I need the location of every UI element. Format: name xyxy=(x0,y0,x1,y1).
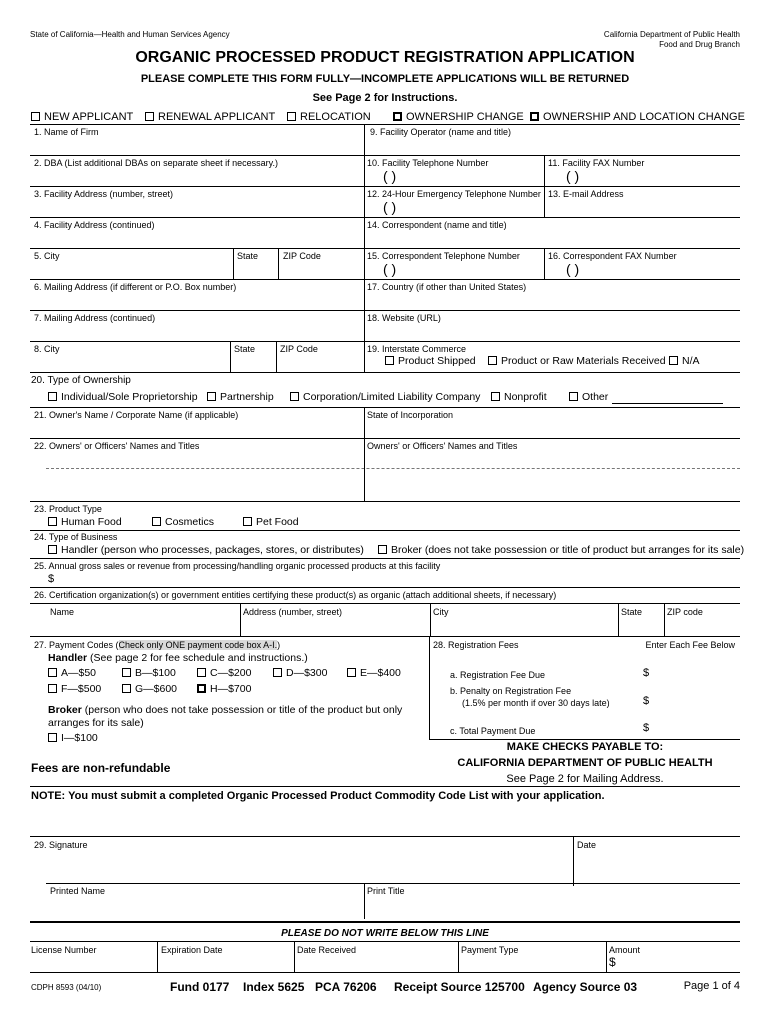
code-c-option[interactable] xyxy=(197,667,251,679)
checkbox-icon xyxy=(530,112,539,121)
checks-payee: CALIFORNIA DEPARTMENT OF PUBLIC HEALTH xyxy=(457,757,713,769)
option-label: D—$300 xyxy=(286,667,328,679)
emergency-phone-label: 12. 24-Hour Emergency Telephone Number xyxy=(367,189,541,199)
handler-note: (See page 2 for fee schedule and instructions.) xyxy=(87,652,308,664)
date-received-label: Date Received xyxy=(297,945,357,955)
officers-label: 22. Owners' or Officers' Names and Titles xyxy=(34,441,200,451)
checkbox-icon xyxy=(48,668,57,677)
checkbox-icon xyxy=(48,545,57,554)
certification-label: 26. Certification organization(s) or government entities certifying these product(s) as organic (attach additional sheets, if necessary) xyxy=(34,590,557,600)
partnership-option[interactable] xyxy=(207,391,274,403)
branch-name: Food and Drug Branch xyxy=(659,40,740,49)
checkbox-icon xyxy=(273,668,282,677)
cert-address-label: Address (number, street) xyxy=(243,607,343,617)
penalty-dollar[interactable]: $ xyxy=(643,695,650,707)
total-due-label: c. Total Payment Due xyxy=(450,726,536,736)
cosmetics-option[interactable] xyxy=(152,516,214,528)
divider xyxy=(278,248,279,279)
officers-label-right: Owners' or Officers' Names and Titles xyxy=(367,441,518,451)
index-code: Index 5625 xyxy=(243,980,305,994)
divider xyxy=(606,941,607,972)
fee-due-label: a. Registration Fee Due xyxy=(450,670,546,680)
printed-name-label: Printed Name xyxy=(50,886,106,896)
divider xyxy=(30,786,740,787)
mailing-city-label: 8. City xyxy=(34,344,60,354)
code-i-option[interactable] xyxy=(48,732,98,744)
relocation-option[interactable] xyxy=(287,111,371,123)
option-label: Other xyxy=(582,391,609,403)
divider xyxy=(30,310,740,311)
facility-address-label: 3. Facility Address (number, street) xyxy=(34,189,174,199)
code-h-option[interactable] xyxy=(197,683,251,695)
payment-codes-instruction: Check only ONE payment code box A-I. xyxy=(118,640,278,650)
payment-codes-prefix: 27. Payment Codes ( xyxy=(34,640,119,650)
divider xyxy=(364,407,365,501)
expiration-date-label: Expiration Date xyxy=(161,945,223,955)
website-label: 18. Website (URL) xyxy=(367,313,441,323)
form-title: ORGANIC PROCESSED PRODUCT REGISTRATION APPLICATION xyxy=(135,49,635,66)
divider xyxy=(458,941,459,972)
penalty-label: b. Penalty on Registration Fee xyxy=(450,686,572,696)
code-b-option[interactable] xyxy=(122,667,176,679)
broker-title: Broker xyxy=(48,704,82,716)
firm-name-label: 1. Name of Firm xyxy=(34,127,99,137)
divider xyxy=(30,341,740,342)
option-label: Cosmetics xyxy=(165,516,215,528)
option-label: Corporation/Limited Liability Company xyxy=(303,391,481,403)
facility-phone-areacode[interactable]: ( ) xyxy=(383,168,397,184)
option-label: Pet Food xyxy=(256,516,299,528)
divider xyxy=(364,883,365,919)
facility-phone-label: 10. Facility Telephone Number xyxy=(367,158,489,168)
form-subtitle: PLEASE COMPLETE THIS FORM FULLY—INCOMPLETE APPLICATIONS WILL BE RETURNED xyxy=(140,73,630,85)
fund-code: Fund 0177 xyxy=(170,980,230,994)
payment-codes-label xyxy=(34,640,280,650)
correspondent-fax-areacode[interactable]: ( ) xyxy=(566,261,580,277)
option-label: Handler (person who processes, packages, stores, or distributes) xyxy=(61,544,364,556)
divider xyxy=(30,603,740,604)
code-g-option[interactable] xyxy=(122,683,177,695)
checkbox-icon xyxy=(48,733,57,742)
agency-name: State of California—Health and Human Services Agency xyxy=(30,30,230,39)
divider xyxy=(240,603,241,636)
correspondent-phone-label: 15. Correspondent Telephone Number xyxy=(367,251,520,261)
handler-option[interactable] xyxy=(48,544,364,556)
pet-food-option[interactable] xyxy=(243,516,299,528)
checkbox-icon xyxy=(207,392,216,401)
dba-label: 2. DBA (List additional DBAs on separate sheet if necessary.) xyxy=(34,158,278,168)
option-label: I—$100 xyxy=(61,732,98,744)
divider xyxy=(30,186,740,187)
checkbox-icon xyxy=(48,392,57,401)
checkbox-icon xyxy=(48,517,57,526)
divider xyxy=(30,501,740,502)
option-label: B—$100 xyxy=(135,667,176,679)
state-label: State xyxy=(237,251,259,261)
raw-materials-option[interactable] xyxy=(488,355,666,367)
checkbox-icon xyxy=(48,684,57,693)
checkbox-icon xyxy=(347,668,356,677)
option-label: E—$400 xyxy=(360,667,401,679)
option-label: H—$700 xyxy=(210,683,252,695)
option-label: C—$200 xyxy=(210,667,252,679)
divider xyxy=(30,372,740,373)
gross-sales-dollar[interactable]: $ xyxy=(48,573,55,585)
payment-type-label: Payment Type xyxy=(461,945,519,955)
cert-state-label: State xyxy=(621,607,643,617)
checkbox-icon xyxy=(290,392,299,401)
checks-payable-heading: MAKE CHECKS PAYABLE TO: xyxy=(506,741,664,753)
license-number-label: License Number xyxy=(31,945,97,955)
zip-label: ZIP Code xyxy=(283,251,321,261)
checkbox-icon xyxy=(122,684,131,693)
form-id: CDPH 8593 (04/10) xyxy=(31,983,102,992)
commodity-note: NOTE: You must submit a completed Organic Processed Product Commodity Code List with your application. xyxy=(31,790,605,802)
divider xyxy=(233,248,234,279)
divider xyxy=(30,636,740,637)
facility-fax-areacode[interactable]: ( ) xyxy=(566,168,580,184)
enter-fee-note: Enter Each Fee Below xyxy=(645,640,735,650)
broker-note-cont: arranges for its sale) xyxy=(48,717,144,729)
facility-fax-label: 11. Facility FAX Number xyxy=(548,158,645,168)
correspondent-phone-areacode[interactable]: ( ) xyxy=(383,261,397,277)
divider xyxy=(30,587,740,588)
divider xyxy=(30,921,740,923)
product-type-label: 23. Product Type xyxy=(34,504,102,514)
divider xyxy=(364,124,365,372)
divider xyxy=(30,438,740,439)
signature-date-label: Date xyxy=(577,840,597,850)
correspondent-label: 14. Correspondent (name and title) xyxy=(367,220,507,230)
option-label: Broker (does not take possession or title of product but arranges for its sale) xyxy=(391,544,745,556)
nonprofit-option[interactable] xyxy=(491,391,547,403)
divider xyxy=(664,603,665,636)
penalty-rate-label: (1.5% per month if over 30 days late) xyxy=(462,698,610,708)
divider xyxy=(30,941,740,942)
option-label: RENEWAL APPLICANT xyxy=(158,111,276,123)
mailing-state-label: State xyxy=(234,344,256,354)
incorporation-state-label: State of Incorporation xyxy=(367,410,454,420)
checkbox-icon xyxy=(197,684,206,693)
divider xyxy=(429,636,430,739)
divider xyxy=(544,248,545,279)
checkbox-icon xyxy=(197,668,206,677)
divider xyxy=(157,941,158,972)
facility-operator-label: 9. Facility Operator (name and title) xyxy=(370,127,512,137)
total-due-dollar[interactable]: $ xyxy=(643,722,650,734)
ownership-location-change-option[interactable] xyxy=(530,111,745,123)
checkbox-icon xyxy=(488,356,497,365)
option-label: Product or Raw Materials Received xyxy=(501,355,666,367)
option-label: NEW APPLICANT xyxy=(44,111,134,123)
checkbox-icon xyxy=(145,112,154,121)
other-option[interactable] xyxy=(569,391,608,403)
amount-label: Amount xyxy=(609,945,641,955)
divider xyxy=(46,468,740,469)
checkbox-icon xyxy=(491,392,500,401)
cert-zip-label: ZIP code xyxy=(667,607,703,617)
print-title-label: Print Title xyxy=(367,886,405,896)
owner-name-label: 21. Owner's Name / Corporate Name (if applicable) xyxy=(34,410,239,420)
checkbox-icon xyxy=(243,517,252,526)
checkbox-icon xyxy=(385,356,394,365)
checkbox-icon xyxy=(378,545,387,554)
mailing-address-cont-label: 7. Mailing Address (continued) xyxy=(34,313,156,323)
divider xyxy=(30,124,740,125)
emergency-phone-areacode[interactable]: ( ) xyxy=(383,199,397,215)
divider xyxy=(30,279,740,280)
email-label: 13. E-mail Address xyxy=(548,189,624,199)
option-label: Nonprofit xyxy=(504,391,547,403)
ownership-change-option[interactable] xyxy=(393,111,524,123)
option-label: A—$50 xyxy=(61,667,97,679)
instructions-note: See Page 2 for Instructions. xyxy=(312,92,458,104)
new-applicant-option[interactable] xyxy=(31,111,133,123)
divider xyxy=(276,341,277,372)
checkbox-icon xyxy=(569,392,578,401)
divider xyxy=(430,603,431,636)
checkbox-icon xyxy=(152,517,161,526)
corporation-llc-option[interactable] xyxy=(290,391,480,403)
option-label: Human Food xyxy=(61,516,122,528)
handler-fee-heading xyxy=(48,652,308,664)
page-number: Page 1 of 4 xyxy=(683,980,740,992)
divider xyxy=(230,341,231,372)
facility-address-cont-label: 4. Facility Address (continued) xyxy=(34,220,155,230)
divider xyxy=(30,155,740,156)
gross-sales-label: 25. Annual gross sales or revenue from processing/handling organic processed products at this facility xyxy=(34,561,441,571)
business-type-label: 24. Type of Business xyxy=(34,532,118,542)
sole-proprietorship-option[interactable] xyxy=(48,391,198,403)
human-food-option[interactable] xyxy=(48,516,122,528)
option-label: OWNERSHIP AND LOCATION CHANGE xyxy=(543,111,745,123)
divider xyxy=(429,739,740,740)
divider xyxy=(30,972,740,973)
divider xyxy=(573,836,574,886)
mailing-address-note: See Page 2 for Mailing Address. xyxy=(506,773,664,785)
option-label: N/A xyxy=(682,355,700,367)
checkbox-icon xyxy=(669,356,678,365)
code-e-option[interactable] xyxy=(347,667,401,679)
option-label: Product Shipped xyxy=(398,355,476,367)
divider xyxy=(46,883,740,884)
mailing-address-label: 6. Mailing Address (if different or P.O. Box number) xyxy=(34,282,237,292)
pca-code: PCA 76206 xyxy=(315,980,377,994)
divider xyxy=(30,248,740,249)
checkbox-icon xyxy=(287,112,296,121)
na-option[interactable] xyxy=(669,355,700,367)
country-label: 17. Country (if other than United States) xyxy=(367,282,527,292)
checkbox-icon xyxy=(31,112,40,121)
other-entry-line[interactable] xyxy=(612,403,723,404)
renewal-applicant-option[interactable] xyxy=(145,111,275,123)
mailing-zip-label: ZIP Code xyxy=(280,344,318,354)
non-refundable-note: Fees are non-refundable xyxy=(31,761,171,775)
option-label: RELOCATION xyxy=(300,111,371,123)
option-label: OWNERSHIP CHANGE xyxy=(406,111,524,123)
checkbox-icon xyxy=(122,668,131,677)
divider xyxy=(30,558,740,559)
receipt-source: Receipt Source 125700 xyxy=(394,980,525,994)
agency-source: Agency Source 03 xyxy=(533,980,638,994)
divider xyxy=(294,941,295,972)
amount-dollar: $ xyxy=(609,955,616,969)
divider xyxy=(30,217,740,218)
product-shipped-option[interactable] xyxy=(385,355,476,367)
broker-option[interactable] xyxy=(378,544,744,556)
option-label: Individual/Sole Proprietorship xyxy=(61,391,198,403)
cert-name-label: Name xyxy=(50,607,75,617)
ownership-type-label: 20. Type of Ownership xyxy=(31,375,131,386)
divider xyxy=(544,155,545,217)
registration-fees-label: 28. Registration Fees xyxy=(433,640,519,650)
cert-city-label: City xyxy=(433,607,449,617)
code-d-option[interactable] xyxy=(273,667,327,679)
divider xyxy=(618,603,619,636)
signature-label: 29. Signature xyxy=(34,840,88,850)
interstate-label: 19. Interstate Commerce xyxy=(367,344,467,354)
broker-fee-heading xyxy=(48,704,402,716)
broker-note: (person who does not take possession or title of the product but only xyxy=(81,704,403,716)
divider xyxy=(30,530,740,531)
option-label: G—$600 xyxy=(135,683,178,695)
department-name: California Department of Public Health xyxy=(603,30,740,39)
payment-codes-suffix: ) xyxy=(277,640,281,650)
code-a-option[interactable] xyxy=(48,667,96,679)
code-f-option[interactable] xyxy=(48,683,101,695)
do-not-write-banner: PLEASE DO NOT WRITE BELOW THIS LINE xyxy=(281,928,489,939)
correspondent-fax-label: 16. Correspondent FAX Number xyxy=(548,251,677,261)
checkbox-icon xyxy=(393,112,402,121)
divider xyxy=(30,836,740,837)
option-label: Partnership xyxy=(220,391,274,403)
divider xyxy=(30,407,740,408)
option-label: F—$500 xyxy=(61,683,102,695)
fee-due-dollar[interactable]: $ xyxy=(643,667,650,679)
city-label: 5. City xyxy=(34,251,60,261)
handler-title: Handler xyxy=(48,652,88,664)
